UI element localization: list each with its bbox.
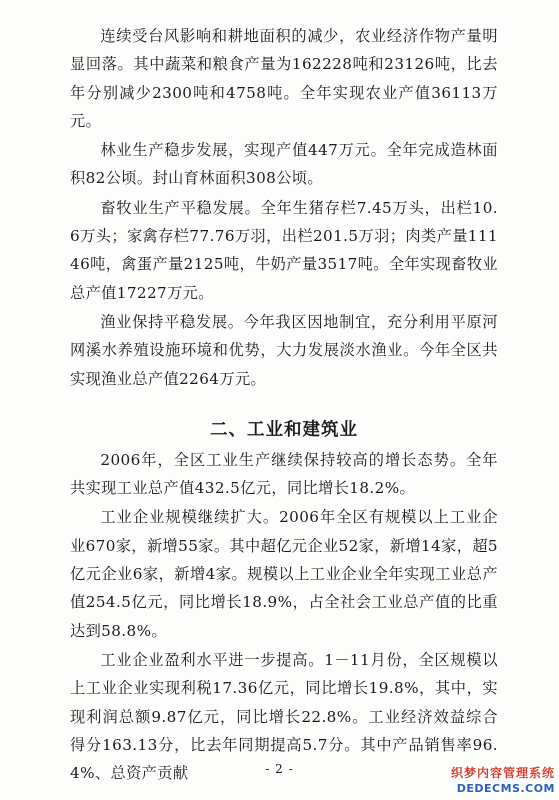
document-body xyxy=(70,22,498,787)
paragraph-fishery: 渔业保持平稳发展。今年我区因地制宜，充分利用平原河网溪水养殖设施环境和优势，大力发展淡水渔业。今年全区共实现渔业总产值2264万元。 xyxy=(70,312,498,388)
paragraph-agriculture: 连续受台风影响和耕地面积的减少，农业经济作物产量明显回落。其中蔬菜和粮食产量为162228吨和23126吨，比去年分别减少2300吨和4758吨。全年实现农业产值36113万元。 xyxy=(70,27,498,130)
paragraph-industry-profit: 工业企业盈利水平进一步提高。1－11月份，全区规模以上工业企业实现利税17.36亿元，同比增长19.8%，其中，实现利润总额9.87亿元，同比增长22.8%。工业经济效益综合得分163.13分，比去年同期提高5.7分。其中产品销售率96.4%、总资产贡献 xyxy=(70,650,498,783)
paragraph-industry-overview: 2006年，全区工业生产继续保持较高的增长态势。全年共实现工业总产值432.5亿元，同比增长18.2%。 xyxy=(70,450,498,498)
watermark-line-2: DEDECMS.COM xyxy=(456,782,555,795)
watermark-logo xyxy=(427,766,555,796)
watermark-line-1: 织梦内容管理系统 xyxy=(450,766,555,780)
paragraph-industry-scale: 工业企业规模继续扩大。2006年全区有规模以上工业企业670家，新增55家。其中超亿元企业52家，新增14家，超5亿元企业6家，新增4家。规模以上工业企业全年实现工业总产值254.5亿元，同比增长18.9%，占全社会工业总产值的比重达到58.8%。 xyxy=(70,508,498,640)
paragraph-livestock: 畜牧业生产平稳发展。全年生猪存栏7.45万头，出栏10.6万头；家禽存栏77.76万羽，出栏201.5万羽；肉类产量11146吨，禽蛋产量2125吨，牛奶产量3517吨。全年实现畜牧业总产值17227万元。 xyxy=(70,198,498,302)
paragraph-forestry: 林业生产稳步发展，实现产值447万元。全年完成造林面积82公顷。封山育林面积308公顷。 xyxy=(70,141,498,188)
page-number: - 2 - xyxy=(265,762,294,776)
section-heading-industry: 二、工业和建筑业 xyxy=(210,419,358,440)
